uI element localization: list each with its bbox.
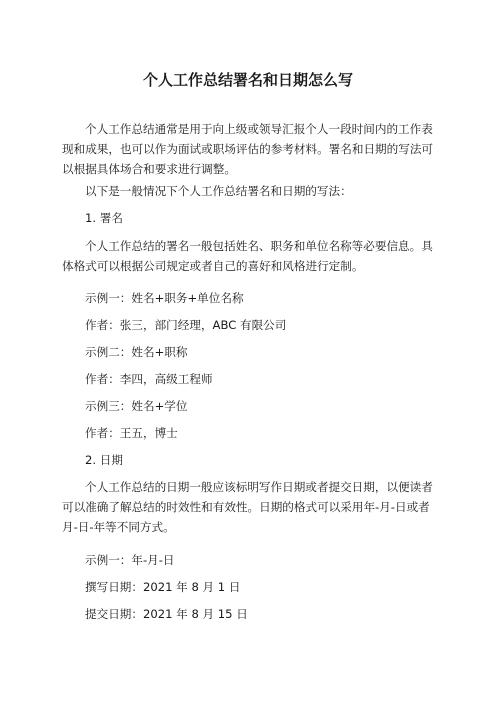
signature-example-1: 示例一：姓名+职务+单位名称 bbox=[85, 291, 244, 305]
date-submitted-line: 提交日期：2021 年 8 月 15 日 bbox=[85, 607, 248, 621]
date-example-1: 示例一：年-月-日 bbox=[85, 553, 175, 567]
document-title: 个人工作总结署名和日期怎么写 bbox=[142, 71, 353, 89]
intro-paragraph: 个人工作总结通常是用于向上级或领导汇报个人一段时间内的工作表现和成果，也可以作为面试或职场评估的参考材料。署名和日期的写法可以根据具体场合和要求进行调整。 bbox=[62, 122, 434, 176]
section-heading-signature: 1. 署名 bbox=[85, 211, 123, 225]
section-heading-date: 2. 日期 bbox=[85, 453, 123, 467]
signature-example-3-line: 作者：王五，博士 bbox=[85, 426, 178, 440]
date-paragraph: 个人工作总结的日期一般应该标明写作日期或者提交日期，以便读者可以准确了解总结的时效性和有效性。日期的格式可以采用年-月-日或者月-日-年等不同方式。 bbox=[62, 480, 433, 534]
signature-paragraph: 个人工作总结的署名一般包括姓名、职务和单位名称等必要信息。具体格式可以根据公司规定或者自己的喜好和风格进行定制。 bbox=[62, 239, 433, 273]
signature-example-2: 示例二：姓名+职称 bbox=[85, 345, 188, 359]
signature-example-3: 示例三：姓名+学位 bbox=[85, 399, 188, 413]
signature-example-2-line: 作者：李四，高级工程师 bbox=[85, 372, 213, 386]
lead-sentence: 以下是一般情况下个人工作总结署名和日期的写法： bbox=[85, 184, 352, 198]
date-written-line: 撰写日期：2021 年 8 月 1 日 bbox=[85, 580, 241, 594]
signature-example-1-line: 作者：张三，部门经理，ABC 有限公司 bbox=[85, 318, 287, 332]
